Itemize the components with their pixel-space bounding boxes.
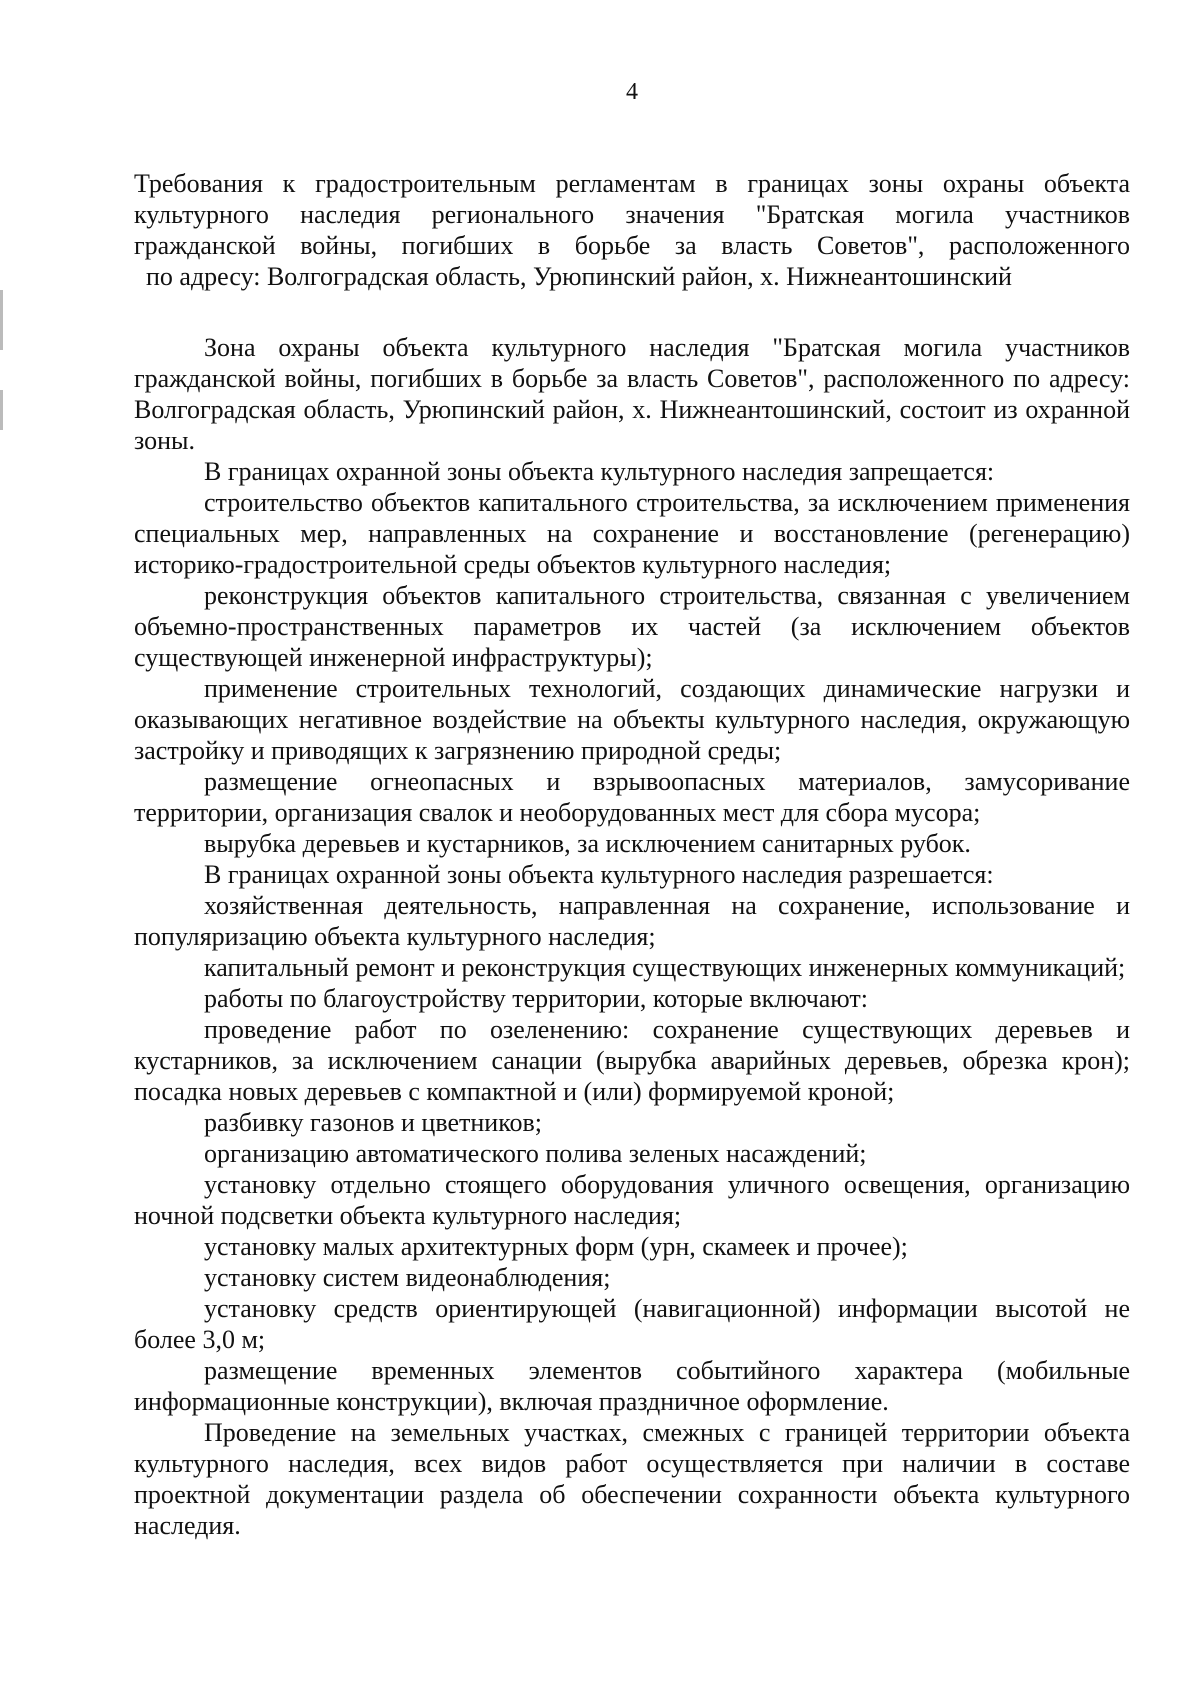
title-line: гражданской войны, погибших в борьбе за власть Советов", расположенного <box>134 231 1130 260</box>
scan-mark <box>0 290 3 350</box>
list-item: применение строительных технологий, создающих динамические нагрузки и оказывающих негативное воздействие на объекты культурного наследия, окружающую застройку и приводящих к загрязнению природной среды; <box>134 674 1130 765</box>
prohibited-heading: В границах охранной зоны объекта культурного наследия запрещается: <box>204 457 995 486</box>
list-item: вырубка деревьев и кустарников, за исключением санитарных рубок. <box>204 829 971 858</box>
list-item: установку средств ориентирующей (навигационной) информации высотой не более 3,0 м; <box>134 1294 1130 1354</box>
list-item: реконструкция объектов капитального строительства, связанная с увеличением объемно-пространственных параметров их частей (за исключением объектов существующей инженерной инфраструктуры); <box>134 581 1130 672</box>
list-item: размещение огнеопасных и взрывоопасных материалов, замусоривание территории, организация свалок и необорудованных мест для сбора мусора; <box>134 767 1130 827</box>
list-item: проведение работ по озеленению: сохранение существующих деревьев и кустарников, за исключением санации (вырубка аварийных деревьев, обрезка крон); посадка новых деревьев с компактной и (или) формируемой кроной; <box>134 1015 1130 1106</box>
list-item: установку малых архитектурных форм (урн, скамеек и прочее); <box>204 1232 908 1261</box>
permitted-heading: В границах охранной зоны объекта культурного наследия разрешается: <box>204 860 994 889</box>
list-item: работы по благоустройству территории, которые включают: <box>204 984 868 1013</box>
intro-paragraph: Зона охраны объекта культурного наследия "Братская могила участников гражданской войны, погибших в борьбе за власть Советов", расположенного по адресу: Волгоградская область, Урюпинский район, х. Нижнеантошинский, состоит из охранной зоны. <box>134 333 1130 455</box>
scan-mark <box>0 390 3 430</box>
scan-edge-marks <box>0 0 6 1696</box>
list-item: хозяйственная деятельность, направленная на сохранение, использование и популяризацию объекта культурного наследия; <box>134 891 1130 951</box>
closing-paragraph: Проведение на земельных участках, смежных с границей территории объекта культурного наследия, всех видов работ осуществляется при наличии в составе проектной документации раздела об обеспечении сохранности объекта культурного наследия. <box>134 1418 1130 1540</box>
document-body <box>134 332 1130 1541</box>
list-item: установку систем видеонаблюдения; <box>204 1263 611 1292</box>
list-item: капитальный ремонт и реконструкция существующих инженерных коммуникаций; <box>204 953 1126 982</box>
list-item: организацию автоматического полива зеленых насаждений; <box>204 1139 867 1168</box>
page-number: 4 <box>626 79 638 105</box>
document-title <box>134 168 1130 292</box>
list-item: строительство объектов капитального строительства, за исключением применения специальных мер, направленных на сохранение и восстановление (регенерацию) историко-градостроительной среды объектов культурного наследия; <box>134 488 1130 579</box>
list-item: размещение временных элементов событийного характера (мобильные информационные конструкции), включая праздничное оформление. <box>134 1356 1130 1416</box>
list-item: установку отдельно стоящего оборудования уличного освещения, организацию ночной подсветки объекта культурного наследия; <box>134 1170 1130 1230</box>
title-line: по адресу: Волгоградская область, Урюпинский район, х. Нижнеантошинский <box>146 262 1012 291</box>
title-line: культурного наследия регионального значения "Братская могила участников <box>134 200 1130 229</box>
title-line: Требования к градостроительным регламентам в границах зоны охраны объекта <box>134 169 1130 198</box>
list-item: разбивку газонов и цветников; <box>204 1108 542 1137</box>
